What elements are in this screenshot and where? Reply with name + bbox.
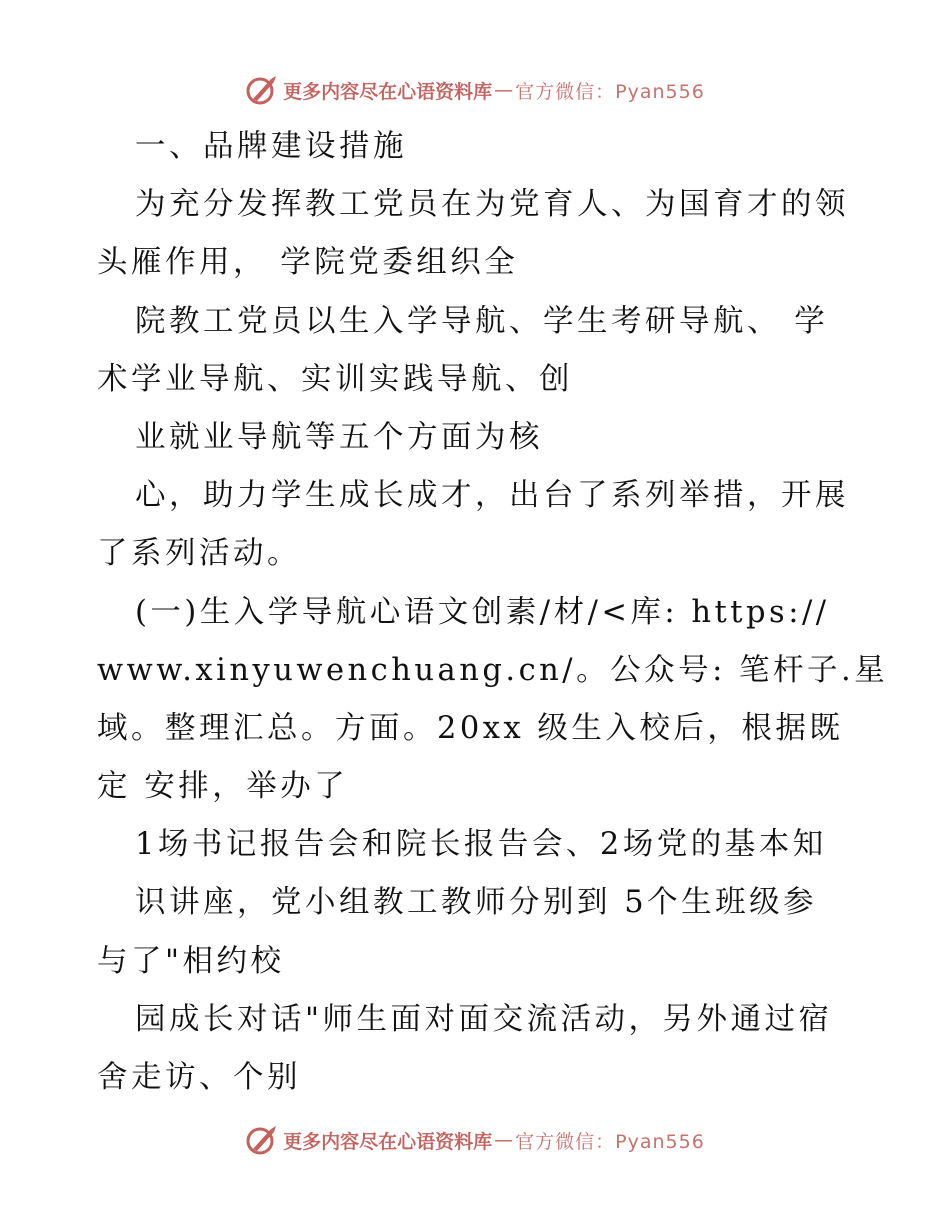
body-line: 为充分发挥教工党员在为党育人、为国育才的领 bbox=[135, 187, 849, 223]
body-line: 园成长对话"师生面对面交流活动，另外通过宿 bbox=[135, 1001, 833, 1037]
banner-wechat-text: 官方微信：Pyan556 bbox=[515, 1130, 705, 1153]
body-line: 域。整理汇总。方面。20xx 级生入校后，根据既 bbox=[97, 710, 844, 746]
banner-wechat-text: 官方微信：Pyan556 bbox=[515, 80, 705, 103]
body-line: 头雁作用， 学院党委组织全 bbox=[97, 245, 519, 281]
body-line: 术学业导航、实训实践导航、创 bbox=[97, 361, 573, 397]
banner-dash: — bbox=[494, 1129, 514, 1151]
document-body bbox=[97, 118, 889, 1107]
body-line: (一)生入学导航心语文创素/材/<库: https:// bbox=[135, 594, 830, 630]
banner-main-text: 更多内容尽在心语资料库 bbox=[283, 80, 493, 103]
banner-dash: — bbox=[494, 79, 514, 101]
body-line: 与了"相约校 bbox=[97, 943, 285, 979]
quill-logo-icon bbox=[245, 1123, 279, 1157]
body-line: www.xinyuwenchuang.cn/。公众号: 笔杆子.星 bbox=[97, 652, 889, 688]
body-line: 业就业导航等五个方面为核 bbox=[135, 419, 543, 455]
body-line: 1场书记报告会和院长报告会、2场党的基本知 bbox=[135, 827, 827, 863]
body-line: 定 安排，举办了 bbox=[97, 769, 349, 805]
body-line: 舍走访、个别 bbox=[97, 1060, 301, 1095]
body-line: 心，助力学生成长成才，出台了系列举措，开展 bbox=[135, 478, 849, 514]
banner-main-text: 更多内容尽在心语资料库 bbox=[283, 1130, 493, 1153]
footer-watermark-banner bbox=[0, 1120, 950, 1160]
body-line: 识讲座，党小组教工教师分别到 5个生班级参 bbox=[135, 885, 818, 921]
body-line: 院教工党员以生入学导航、学生考研导航、 学 bbox=[135, 303, 829, 339]
body-line: 一、品牌建设措施 bbox=[135, 129, 407, 164]
header-watermark-banner bbox=[0, 70, 950, 110]
quill-logo-icon bbox=[245, 73, 279, 107]
body-line: 了系列活动。 bbox=[97, 536, 301, 572]
